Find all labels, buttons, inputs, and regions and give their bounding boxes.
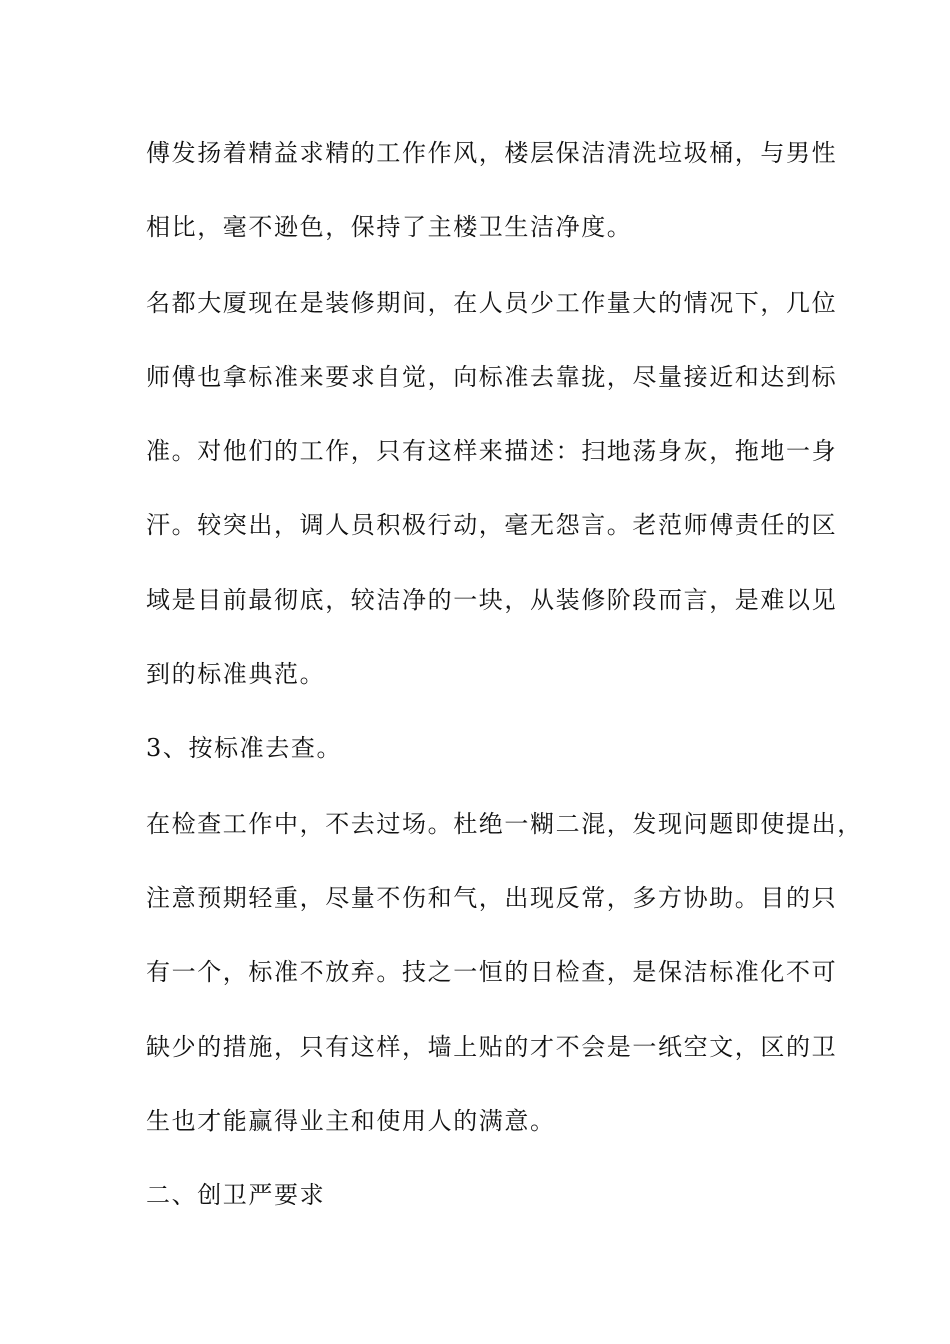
paragraph-line: 师傅也拿标准来要求自觉，向标准去靠拢，尽量接近和达到标	[146, 363, 838, 391]
paragraph-line: 域是目前最彻底，较洁净的一块，从装修阶段而言，是难以见	[146, 586, 838, 614]
section-heading: 3、按标准去查。	[146, 734, 343, 762]
paragraph-line: 名都大厦现在是装修期间，在人员少工作量大的情况下，几位	[146, 289, 838, 317]
paragraph-line: 到的标准典范。	[146, 660, 326, 688]
paragraph-line: 有一个，标准不放弃。技之一恒的日检查，是保洁标准化不可	[146, 958, 838, 986]
paragraph-line: 相比，毫不逊色，保持了主楼卫生洁净度。	[146, 213, 633, 241]
paragraph-line: 傅发扬着精益求精的工作作风，楼层保洁清洗垃圾桶，与男性	[146, 139, 838, 167]
paragraph-line: 注意预期轻重，尽量不伤和气，出现反常，多方协助。目的只	[146, 884, 838, 912]
section-heading: 二、创卫严要求	[146, 1181, 326, 1209]
paragraph-line: 准。对他们的工作，只有这样来描述：扫地荡身灰，拖地一身	[146, 437, 838, 465]
paragraph-line: 汗。较突出，调人员积极行动，毫无怨言。老范师傅责任的区	[146, 511, 838, 539]
paragraph-line: 在检查工作中，不去过场。杜绝一糊二混，发现问题即使提出，	[146, 810, 863, 838]
paragraph-line: 缺少的措施，只有这样，墙上贴的才不会是一纸空文，区的卫	[146, 1033, 838, 1061]
paragraph-line: 生也才能赢得业主和使用人的满意。	[146, 1107, 556, 1135]
